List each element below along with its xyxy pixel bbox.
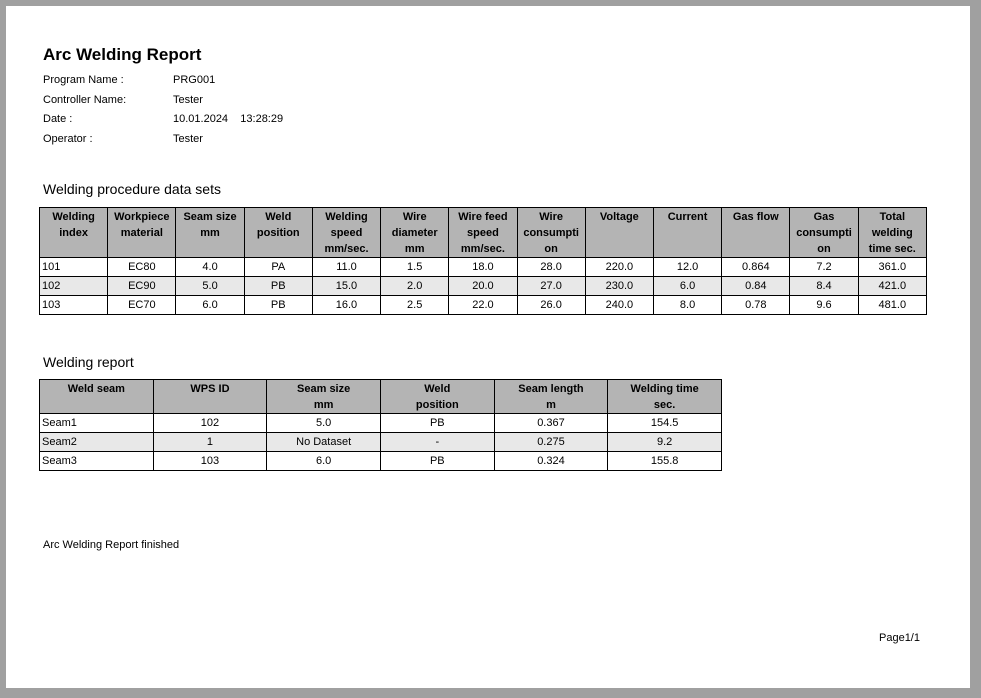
table-cell: PA — [244, 258, 312, 277]
table-cell: 155.8 — [608, 452, 722, 471]
table-cell: 240.0 — [585, 296, 653, 315]
info-value: Tester — [173, 133, 203, 145]
table-cell: 27.0 — [517, 277, 585, 296]
wps-table — [39, 207, 927, 315]
table-row — [40, 414, 722, 433]
report-page — [6, 6, 970, 688]
table-cell: 15.0 — [312, 277, 380, 296]
table-cell: 11.0 — [312, 258, 380, 277]
table-cell: PB — [380, 414, 494, 433]
info-label: Controller Name: — [43, 94, 127, 106]
column-header: Weld position — [380, 380, 494, 414]
table-cell: 1 — [153, 433, 267, 452]
column-header: Wire consumpti on — [517, 208, 585, 258]
table-cell: 102 — [153, 414, 267, 433]
info-label: Date : — [43, 113, 73, 125]
page-number: Page1/1 — [879, 632, 920, 644]
table-cell: 0.864 — [722, 258, 790, 277]
report-title: Arc Welding Report — [43, 45, 202, 64]
column-header: Voltage — [585, 208, 653, 258]
table-cell: EC80 — [108, 258, 176, 277]
info-value: PRG001 — [173, 74, 216, 86]
column-header: Weld position — [244, 208, 312, 258]
table-cell: 102 — [40, 277, 108, 296]
column-header: Wire feed speed mm/sec. — [449, 208, 517, 258]
table-cell: 0.324 — [494, 452, 608, 471]
column-header: Workpiece material — [108, 208, 176, 258]
table-cell: - — [380, 433, 494, 452]
report-heading: Welding report — [43, 354, 134, 370]
column-header: Weld seam — [40, 380, 154, 414]
table-cell: 1.5 — [381, 258, 449, 277]
finished-text: Arc Welding Report finished — [43, 539, 180, 551]
table-cell: 481.0 — [858, 296, 926, 315]
table-cell: 0.275 — [494, 433, 608, 452]
info-value: Tester — [173, 94, 203, 106]
table-cell: 18.0 — [449, 258, 517, 277]
table-cell: EC90 — [108, 277, 176, 296]
table-row — [40, 258, 927, 277]
info-label: Operator : — [43, 133, 93, 145]
table-cell: 154.5 — [608, 414, 722, 433]
table-cell: 5.0 — [267, 414, 381, 433]
table-cell: 22.0 — [449, 296, 517, 315]
table-cell: Seam3 — [40, 452, 154, 471]
table-cell: PB — [244, 277, 312, 296]
table-cell: 7.2 — [790, 258, 858, 277]
table-row — [40, 433, 722, 452]
table-cell: 2.0 — [381, 277, 449, 296]
table-cell: 0.84 — [722, 277, 790, 296]
table-cell: 6.0 — [267, 452, 381, 471]
table-cell: 20.0 — [449, 277, 517, 296]
table-cell: Seam2 — [40, 433, 154, 452]
table-row — [40, 452, 722, 471]
table-cell: 9.2 — [608, 433, 722, 452]
table-cell: 26.0 — [517, 296, 585, 315]
column-header: Gas flow — [722, 208, 790, 258]
table-row — [40, 296, 927, 315]
table-cell: 4.0 — [176, 258, 244, 277]
column-header: Welding speed mm/sec. — [312, 208, 380, 258]
table-cell: 5.0 — [176, 277, 244, 296]
table-cell: PB — [380, 452, 494, 471]
table-cell: EC70 — [108, 296, 176, 315]
column-header: Welding time sec. — [608, 380, 722, 414]
header-row — [40, 380, 722, 414]
table-cell: 8.0 — [653, 296, 721, 315]
column-header: Seam size mm — [267, 380, 381, 414]
table-cell: 2.5 — [381, 296, 449, 315]
table-cell: 230.0 — [585, 277, 653, 296]
table-cell: 103 — [40, 296, 108, 315]
table-row — [40, 277, 927, 296]
table-cell: 8.4 — [790, 277, 858, 296]
column-header: Seam size mm — [176, 208, 244, 258]
info-label: Program Name : — [43, 74, 124, 86]
column-header: Gas consumpti on — [790, 208, 858, 258]
weld-report-table — [39, 379, 722, 471]
column-header: Seam length m — [494, 380, 608, 414]
table-cell: 16.0 — [312, 296, 380, 315]
table-cell: 220.0 — [585, 258, 653, 277]
table-cell: 0.367 — [494, 414, 608, 433]
column-header: Current — [653, 208, 721, 258]
header-row — [40, 208, 927, 258]
table-cell: 361.0 — [858, 258, 926, 277]
table-cell: 28.0 — [517, 258, 585, 277]
wps-heading: Welding procedure data sets — [43, 181, 221, 197]
info-value: 10.01.2024 13:28:29 — [173, 113, 284, 125]
table-cell: 12.0 — [653, 258, 721, 277]
table-cell: 9.6 — [790, 296, 858, 315]
table-cell: 101 — [40, 258, 108, 277]
table-cell: 0.78 — [722, 296, 790, 315]
column-header: WPS ID — [153, 380, 267, 414]
table-cell: 6.0 — [176, 296, 244, 315]
table-cell: PB — [244, 296, 312, 315]
column-header: Total welding time sec. — [858, 208, 926, 258]
table-cell: 6.0 — [653, 277, 721, 296]
table-cell: 103 — [153, 452, 267, 471]
table-cell: 421.0 — [858, 277, 926, 296]
column-header: Wire diameter mm — [381, 208, 449, 258]
column-header: Welding index — [40, 208, 108, 258]
table-cell: No Dataset — [267, 433, 381, 452]
table-cell: Seam1 — [40, 414, 154, 433]
